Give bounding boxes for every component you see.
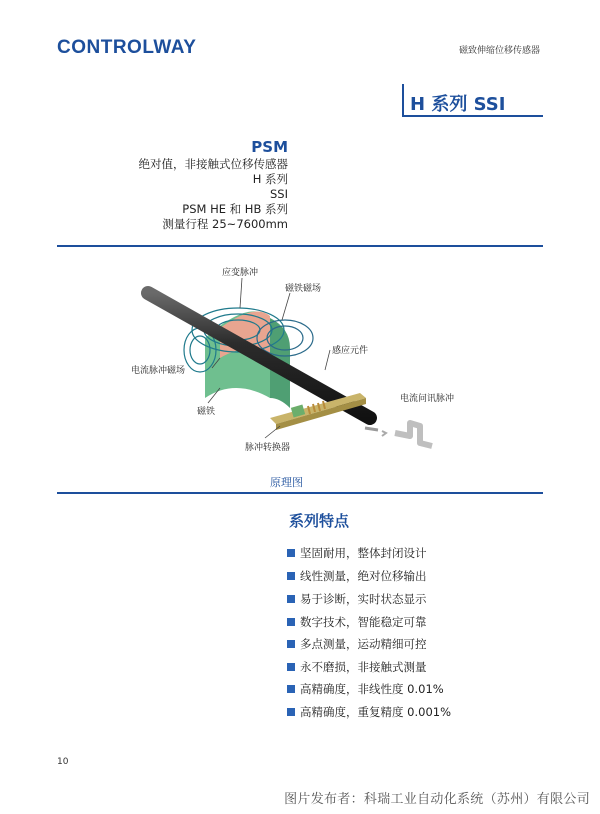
- interrogation-pulse-shape: [365, 423, 432, 446]
- bullet-square-icon: [287, 572, 295, 580]
- spec-line: PSM HE 和 HB 系列: [182, 202, 288, 216]
- spec-title: PSM: [251, 138, 288, 156]
- bullet-square-icon: [287, 618, 295, 626]
- feature-item: 多点测量，运动精细可控: [287, 636, 427, 652]
- spec-line: H 系列: [252, 172, 288, 186]
- spec-line: 绝对值，非接触式位移传感器: [138, 157, 288, 171]
- rod-arrow: [315, 368, 325, 378]
- feature-item: 永不磨损，非接触式测量: [287, 659, 427, 675]
- bullet-square-icon: [287, 595, 295, 603]
- title-accent-bar: [402, 84, 404, 116]
- page-number: 10: [57, 757, 69, 767]
- title-underline: [402, 115, 543, 117]
- bullet-square-icon: [287, 708, 295, 716]
- bullet-square-icon: [287, 640, 295, 648]
- label-magnet: 磁铁: [197, 407, 216, 417]
- label-pulse-converter: 脉冲转换器: [245, 443, 291, 453]
- section-divider: [57, 245, 543, 247]
- bullet-square-icon: [287, 663, 295, 671]
- feature-item: 易于诊断，实时状态显示: [287, 591, 427, 607]
- feature-item: 高精确度，非线性度 0.01%: [287, 681, 444, 697]
- feature-item: 高精确度，重复精度 0.001%: [287, 704, 451, 720]
- label-magnet-field: 磁铁磁场: [285, 284, 322, 294]
- spec-line: SSI: [270, 187, 288, 201]
- series-title: H 系列 SSI: [410, 94, 506, 115]
- diagram-caption: 原理图: [270, 476, 303, 489]
- label-current-pulse-field: 电流脉冲磁场: [131, 366, 186, 376]
- feature-item: 数字技术，智能稳定可靠: [287, 614, 427, 630]
- feature-item: 坚固耐用，整体封闭设计: [287, 545, 427, 561]
- spec-line: 测量行程 25~7600mm: [162, 217, 288, 231]
- features-title: 系列特点: [289, 512, 350, 530]
- feature-item: 线性测量，绝对位移输出: [287, 568, 427, 584]
- publisher-watermark: 图片发布者：科瑞工业自动化系统（苏州）有限公司: [284, 792, 590, 807]
- document-category: 磁致伸缩位移传感器: [458, 46, 540, 56]
- bullet-square-icon: [287, 549, 295, 557]
- section-divider: [57, 492, 543, 494]
- label-interrogation-pulse: 电流问讯脉冲: [400, 394, 455, 404]
- label-sensing-element: 感应元件: [332, 346, 369, 356]
- controlway-logo: CONTROLWAY: [57, 37, 197, 58]
- label-strain-pulse: 应变脉冲: [222, 268, 259, 278]
- bullet-square-icon: [287, 685, 295, 693]
